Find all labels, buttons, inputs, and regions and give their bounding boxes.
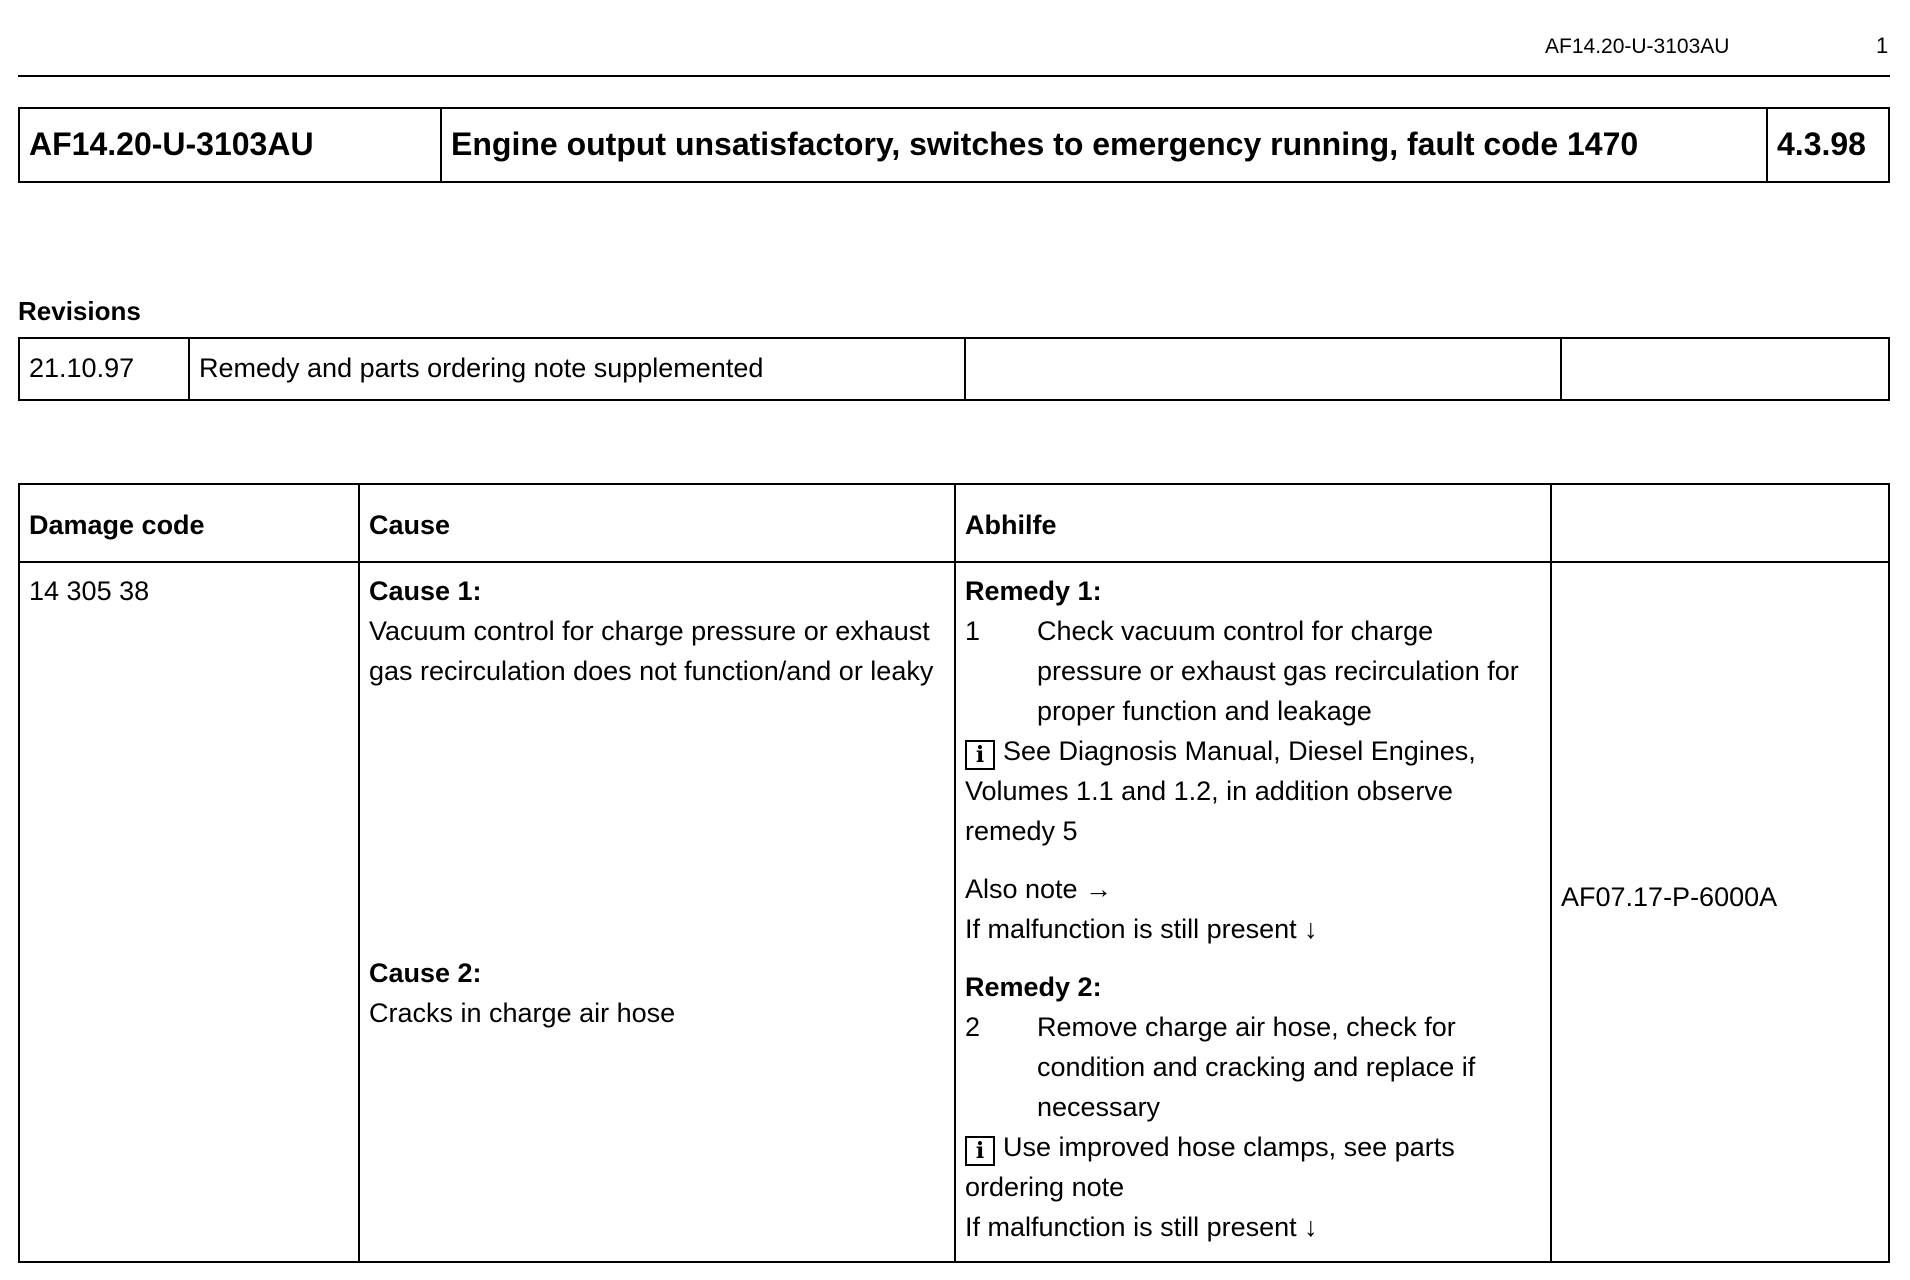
revision-col3 <box>965 338 1561 400</box>
cause-cell <box>359 562 955 1262</box>
revisions-table <box>18 337 1890 401</box>
damage-table <box>18 483 1890 1263</box>
cause-1-text: Vacuum control for charge pressure or exhaust gas recirculation does not function/and or leaky <box>369 616 934 686</box>
header-cause: Cause <box>359 484 955 562</box>
remedy-gap <box>965 851 1541 869</box>
remedy-1-also-note: Also note → <box>965 874 1113 904</box>
page-number: 1 <box>1876 33 1889 58</box>
remedy-2-step-number: 2 <box>965 1012 981 1042</box>
remedy-gap <box>965 949 1541 967</box>
remedy-2-info-text: Use improved hose clamps, see parts ordering note <box>965 1132 1455 1202</box>
title-date: 4.3.98 <box>1767 108 1889 182</box>
revisions-heading: Revisions <box>18 296 141 326</box>
remedy-1-step <box>965 611 1541 731</box>
info-icon: i <box>965 740 995 770</box>
title-table <box>18 107 1890 183</box>
remedy-cell <box>955 562 1551 1262</box>
cause-1-title: Cause 1: <box>369 576 482 606</box>
reference-spacer <box>1561 571 1879 877</box>
remedy-2-step-text: Remove charge air hose, check for condition and cracking and replace if necessary <box>1037 1012 1476 1122</box>
running-header-document-code: AF14.20-U-3103AU <box>1545 35 1730 58</box>
remedy-1-step-text: Check vacuum control for charge pressure or exhaust gas recirculation for proper function and leakage <box>1037 616 1519 726</box>
remedy-2 <box>965 967 1541 1247</box>
revision-row <box>19 338 1889 400</box>
header-rule <box>18 75 1890 77</box>
remedy-1-info-text: See Diagnosis Manual, Diesel Engines, Volumes 1.1 and 1.2, in addition observe remedy 5 <box>965 736 1476 846</box>
remedy-1-still-present: If malfunction is still present ↓ <box>965 914 1318 944</box>
cause-2-text: Cracks in charge air hose <box>369 998 676 1028</box>
cause-2-title: Cause 2: <box>369 958 482 988</box>
damage-code-cell <box>19 562 359 1262</box>
remedy-1-title: Remedy 1: <box>965 576 1102 606</box>
remedy-1-info <box>965 731 1541 851</box>
remedy-2-info <box>965 1127 1541 1207</box>
revision-col4 <box>1561 338 1889 400</box>
cause-2 <box>369 953 945 1033</box>
revision-text: Remedy and parts ordering note supplemented <box>189 338 965 400</box>
header-abhilfe: Abhilfe <box>955 484 1551 562</box>
revision-date: 21.10.97 <box>19 338 189 400</box>
info-icon: i <box>965 1136 995 1166</box>
table-row <box>19 562 1889 1262</box>
title-code: AF14.20-U-3103AU <box>19 108 441 182</box>
header-reference <box>1551 484 1889 562</box>
remedy-2-step <box>965 1007 1541 1127</box>
header-damage-code: Damage code <box>19 484 359 562</box>
remedy-2-still-present: If malfunction is still present ↓ <box>965 1212 1318 1242</box>
reference-code: AF07.17-P-6000A <box>1561 882 1778 912</box>
cause-1 <box>369 571 945 691</box>
remedy-1-step-number: 1 <box>965 616 981 646</box>
cause-spacer <box>369 691 945 953</box>
table-header-row <box>19 484 1889 562</box>
damage-code: 14 305 38 <box>29 576 150 606</box>
remedy-2-title: Remedy 2: <box>965 972 1102 1002</box>
reference-cell <box>1551 562 1889 1262</box>
remedy-1 <box>965 571 1541 949</box>
title-description: Engine output unsatisfactory, switches to emergency running, fault code 1470 <box>441 108 1767 182</box>
